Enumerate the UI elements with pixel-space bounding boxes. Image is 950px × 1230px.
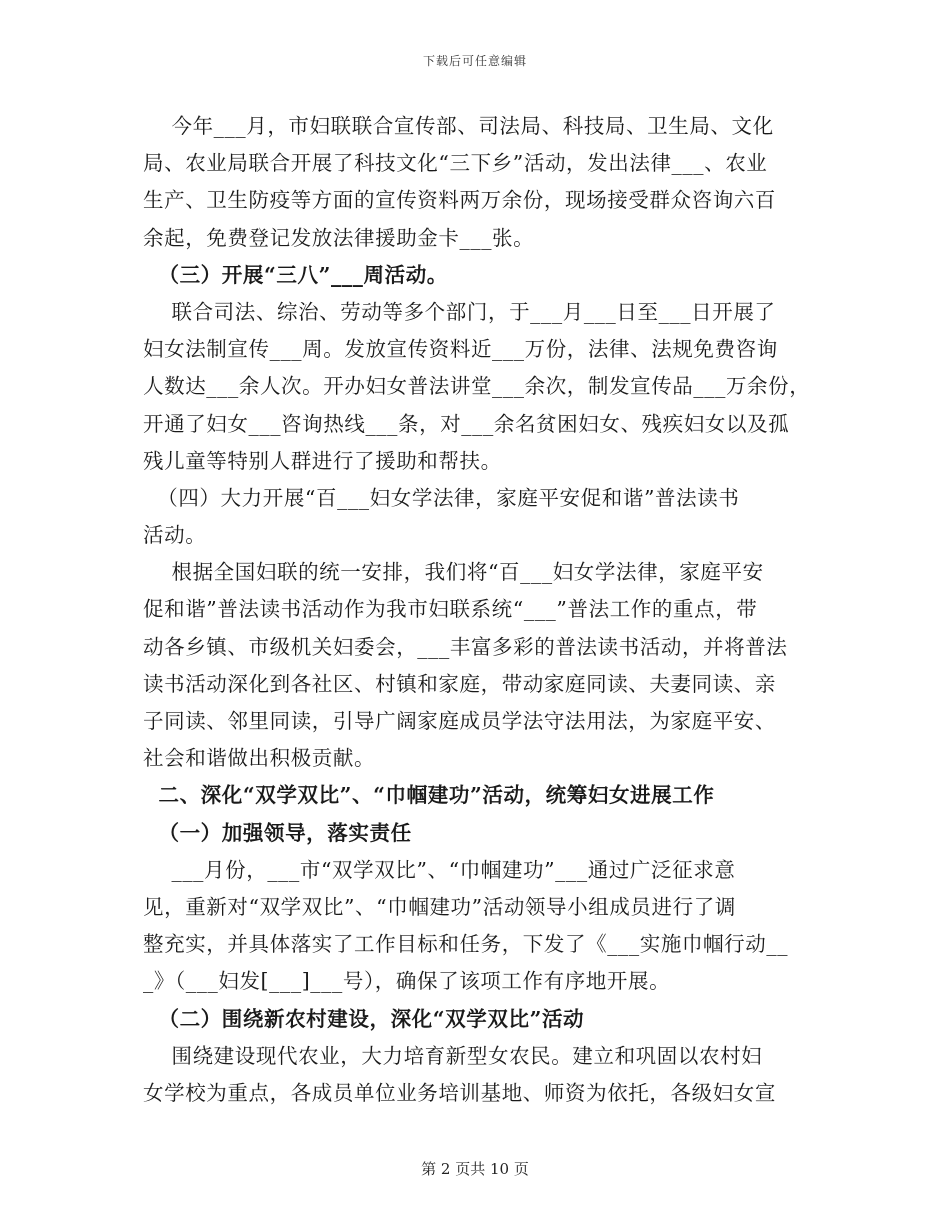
- paragraph-line: _》（___妇发[___]___号），确保了该项工作有序地开展。: [143, 969, 671, 994]
- section-heading: 二、深化“双学双比”、“巾帼建功”活动，统筹妇女进展工作: [143, 783, 715, 808]
- paragraph-line: 见，重新对“双学双比”、“巾帼建功”活动领导小组成员进行了调: [143, 894, 736, 919]
- paragraph-line: 余起，免费登记发放法律援助金卡___张。: [143, 225, 535, 250]
- paragraph-line: 子同读、邻里同读，引导广阔家庭成员学法守法用法，为家庭平安、: [143, 709, 776, 733]
- paragraph-line: 今年___月，市妇联联合宣传部、司法局、科技局、卫生局、文化: [143, 114, 774, 138]
- paragraph-line: 妇女法制宣传___周。发放宣传资料近___万份，法律、法规免费咨询: [143, 337, 778, 362]
- document-body: [143, 108, 811, 1112]
- paragraph-line: 局、农业局联合开展了科技文化“三下乡”活动，发出法律___、农业: [143, 151, 768, 176]
- paragraph-line: 生产、卫生防疫等方面的宣传资料两万余份，现场接受群众咨询六百: [143, 188, 776, 213]
- paragraph-line: （四）大力开展“百___妇女学法律，家庭平安促和谐”普法读书: [143, 485, 740, 510]
- paragraph-line: 促和谐”普法读书活动作为我市妇联系统“___”普法工作的重点，带: [143, 597, 758, 622]
- paragraph-line: 开通了妇女___咨询热线___条，对___余名贫困妇女、残疾妇女以及孤: [143, 411, 790, 436]
- paragraph-line: 人数达___余人次。开办妇女普法讲堂___余次，制发宣传品___万余份，: [143, 374, 811, 399]
- paragraph-line: 动各乡镇、市级机关妇委会，___丰富多彩的普法读书活动，并将普法: [143, 634, 788, 659]
- paragraph-line: 活动。: [143, 523, 207, 548]
- paragraph-line: 整充实，并具体落实了工作目标和任务，下发了《___实施巾帼行动__: [143, 932, 789, 957]
- section-heading: （二）围绕新农村建设，深化“双学双比”活动: [143, 1006, 585, 1031]
- page-header: 下载后可任意编辑: [422, 54, 527, 68]
- paragraph-line: 残儿童等特别人群进行了援助和帮扶。: [143, 448, 502, 473]
- page-footer: 第 2 页共 10 页: [421, 1160, 529, 1178]
- paragraph-line: 读书活动深化到各社区、村镇和家庭，带动家庭同读、夫妻同读、亲: [143, 671, 776, 696]
- paragraph-line: 联合司法、综治、劳动等多个部门，于___月___日至___日开展了: [143, 299, 776, 324]
- paragraph-line: 社会和谐做出积极贡献。: [143, 746, 376, 771]
- section-heading: （三）开展“三八”___周活动。: [143, 262, 448, 287]
- paragraph-line: 女学校为重点，各成员单位业务培训基地、师资为依托，各级妇女宣: [143, 1080, 776, 1105]
- paragraph-line: ___月份，___市“双学双比”、“巾帼建功”___通过广泛征求意: [143, 857, 736, 882]
- paragraph-line: 围绕建设现代农业，大力培育新型女农民。建立和巩固以农村妇: [143, 1043, 763, 1068]
- section-heading: （一）加强领导，落实责任: [143, 820, 412, 845]
- paragraph-line: 根据全国妇联的统一安排，我们将“百___妇女学法律，家庭平安: [143, 560, 764, 585]
